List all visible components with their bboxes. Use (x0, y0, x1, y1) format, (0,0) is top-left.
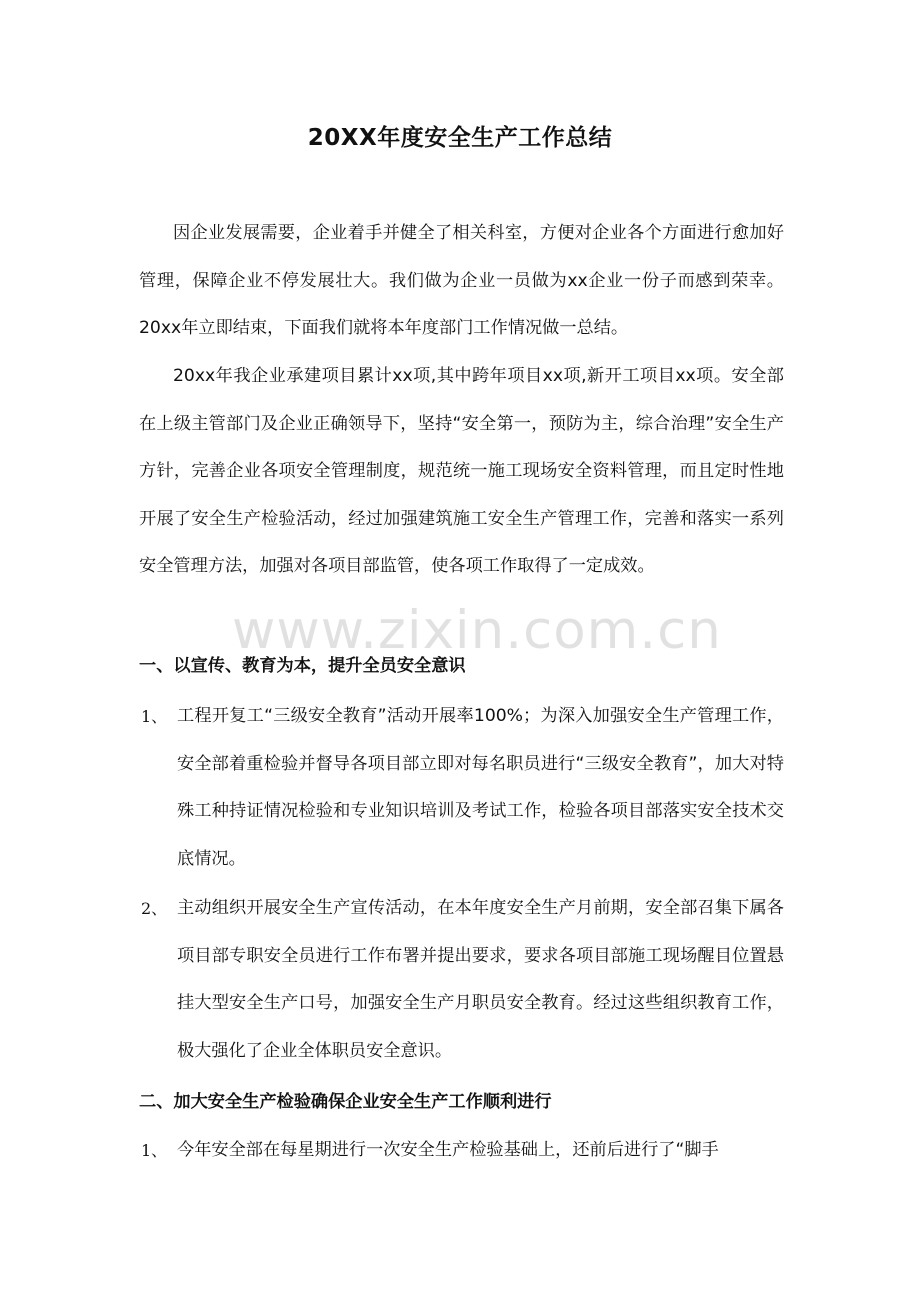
list-item (139, 1127, 784, 1175)
list-item-number: 1、 (141, 1141, 168, 1160)
section-heading-2: 二、加大安全生产检验确保企业安全生产工作顺利进行 (139, 1092, 552, 1112)
list-item-number: 2、 (141, 899, 168, 918)
list-item-text: 工程开复工“三级安全教育”活动开展率100%；为深入加强安全生产管理工作，安全部着重检验并督导各项目部立即对每名职员进行“三级安全教育”，加大对特殊工种持证情况检验和专业知识培训及考试工作，检验各项目部落实安全技术交底情况。 (177, 706, 784, 869)
section-heading-1: 一、以宣传、教育为本，提升全员安全意识 (139, 656, 466, 676)
intro-paragraph: 因企业发展需要，企业着手并健全了相关科室，方便对企业各个方面进行愈加好管理，保障企业不停发展壮大。我们做为企业一员做为xx企业一份子而感到荣幸。20xx年立即结束，下面我们就将本年度部门工作情况做一总结。 (139, 223, 784, 339)
list-item (139, 885, 784, 1075)
list-item-text: 今年安全部在每星期进行一次安全生产检验基础上，还前后进行了“脚手 (177, 1140, 719, 1160)
list-item-text: 主动组织开展安全生产宣传活动，在本年度安全生产月前期，安全部召集下属各项目部专职安全员进行工作布署并提出要求，要求各项目部施工现场醒目位置悬挂大型安全生产口号，加强安全生产月职员安全教育。经过这些组织教育工作，极大强化了企业全体职员安全意识。 (177, 898, 784, 1061)
list-item (139, 693, 784, 883)
list-item-number: 1、 (141, 707, 168, 726)
document-title: 20XX年度安全生产工作总结 (307, 125, 613, 151)
watermark: www.zixin.com.cn (232, 600, 722, 661)
summary-paragraph: 20xx年我企业承建项目累计xx项,其中跨年项目xx项,新开工项目xx项。安全部在上级主管部门及企业正确领导下，坚持“安全第一，预防为主，综合治理”安全生产方针，完善企业各项安全管理制度，规范统一施工现场安全资料管理，而且定时性地开展了安全生产检验活动，经过加强建筑施工安全生产管理工作，完善和落实一系列安全管理方法，加强对各项目部监管，使各项工作取得了一定成效。 (139, 366, 784, 577)
